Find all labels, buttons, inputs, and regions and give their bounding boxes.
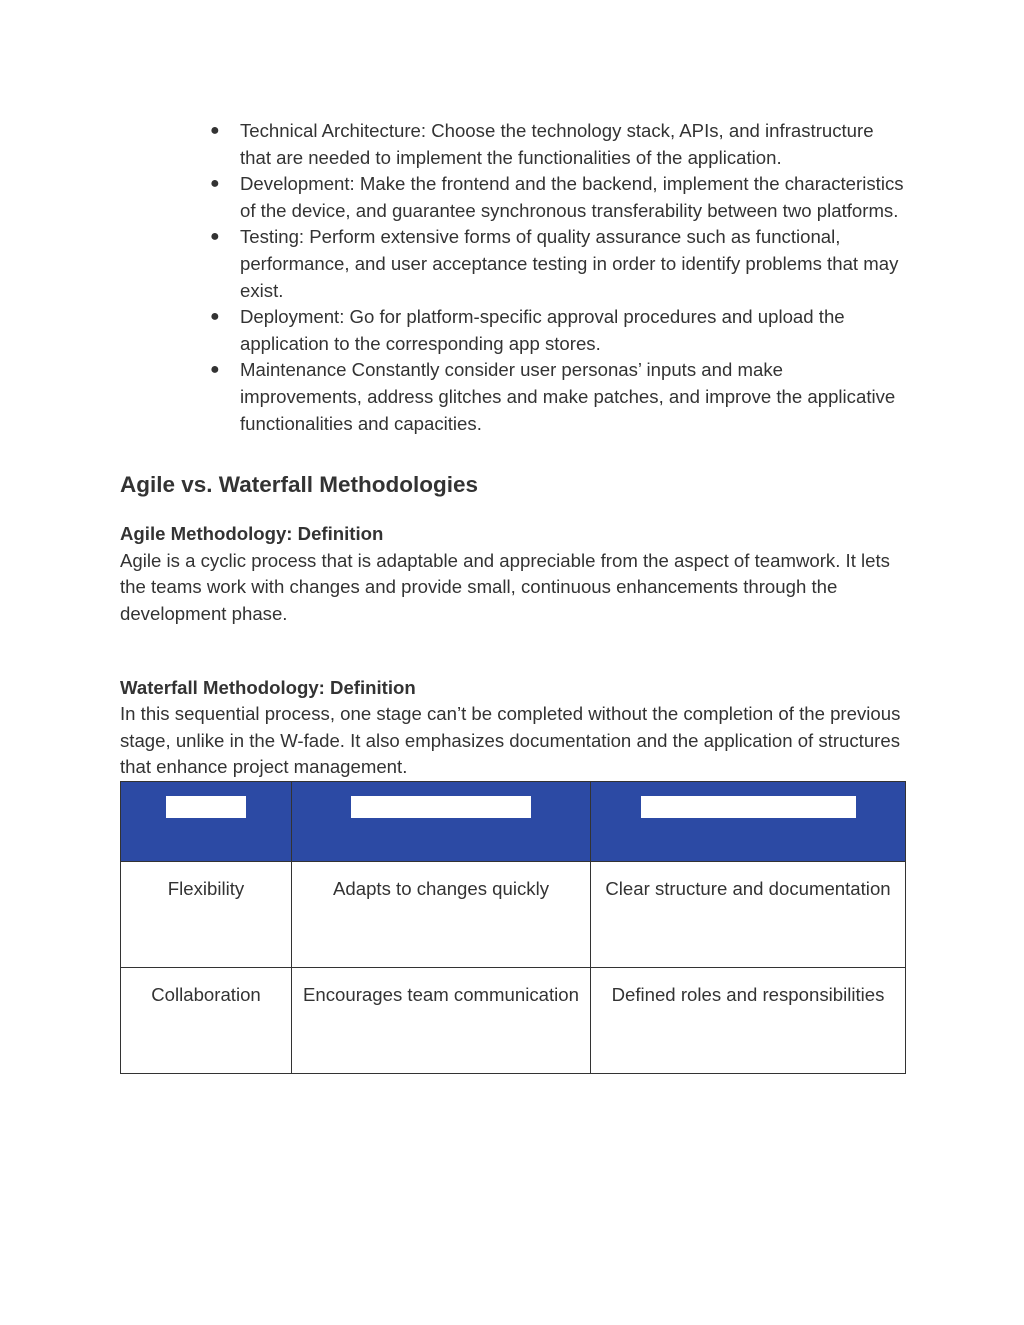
redacted-header-label bbox=[351, 796, 531, 818]
redacted-header-label bbox=[641, 796, 856, 818]
cell-agile: Adapts to changes quickly bbox=[292, 861, 591, 967]
bullet-icon: ● bbox=[210, 361, 220, 379]
cell-waterfall: Clear structure and documentation bbox=[591, 861, 906, 967]
cell-waterfall: Defined roles and responsibilities bbox=[591, 967, 906, 1073]
list-item bbox=[210, 118, 905, 171]
bullet-text: Deployment: Go for platform-specific approval procedures and upload the application to the corresponding app stores. bbox=[240, 306, 845, 354]
agile-body: Agile is a cyclic process that is adaptable and appreciable from the aspect of teamwork. It lets the teams work with changes and provide small, continuous enhancements through the development phase. bbox=[120, 549, 890, 624]
bullet-text: Maintenance Constantly consider user personas’ inputs and make improvements, address glitches and make patches, and improve the applicative functionalities and capacities. bbox=[240, 359, 896, 434]
redacted-header-label bbox=[166, 796, 246, 818]
document-page bbox=[120, 118, 906, 1074]
table-row bbox=[121, 861, 906, 967]
agile-definition bbox=[120, 521, 906, 627]
cell-aspect: Flexibility bbox=[121, 861, 292, 967]
header-cell-agile bbox=[292, 781, 591, 861]
list-item bbox=[210, 171, 905, 224]
table-header-row bbox=[121, 781, 906, 861]
list-item bbox=[210, 304, 905, 357]
cell-aspect: Collaboration bbox=[121, 967, 292, 1073]
table-row bbox=[121, 967, 906, 1073]
header-cell-waterfall bbox=[591, 781, 906, 861]
bullet-text: Testing: Perform extensive forms of quality assurance such as functional, performance, and user acceptance testing in order to identify problems that may exist. bbox=[240, 226, 899, 301]
section-title: Agile vs. Waterfall Methodologies bbox=[120, 472, 478, 498]
cell-agile: Encourages team communication bbox=[292, 967, 591, 1073]
bullet-text: Development: Make the frontend and the backend, implement the characteristics of the device, and guarantee synchronous transferability between two platforms. bbox=[240, 173, 904, 221]
bullet-icon: ● bbox=[210, 175, 220, 193]
header-cell-aspect bbox=[121, 781, 292, 861]
waterfall-definition bbox=[120, 675, 906, 781]
bullet-icon: ● bbox=[210, 122, 220, 139]
phase-bullet-list bbox=[120, 118, 906, 437]
waterfall-heading: Waterfall Methodology: Definition bbox=[120, 676, 416, 698]
list-item bbox=[210, 224, 905, 304]
waterfall-body: In this sequential process, one stage can’t be completed without the completion of the previous stage, unlike in the W-fade. It also emphasizes documentation and the application of structures that enhance project management. bbox=[120, 703, 901, 778]
bullet-icon: ● bbox=[210, 308, 220, 326]
comparison-table bbox=[120, 781, 906, 1074]
list-item bbox=[210, 357, 905, 437]
bullet-icon: ● bbox=[210, 228, 220, 246]
agile-heading: Agile Methodology: Definition bbox=[120, 523, 384, 545]
bullet-text: Technical Architecture: Choose the technology stack, APIs, and infrastructure that are needed to implement the functionalities of the application. bbox=[240, 120, 874, 168]
